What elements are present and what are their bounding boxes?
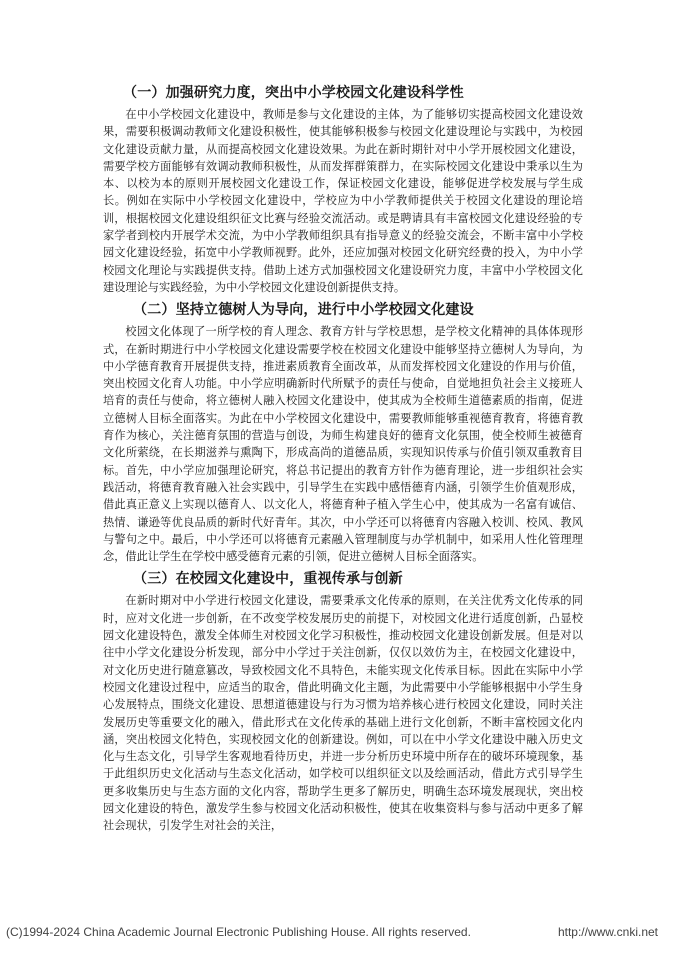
paragraph: 校园文化体现了一所学校的育人理念、教育方针与学校思想，是学校文化精神的具体体现形式，在新时期进行中小学校园文化建设需要学校在校园文化建设中能够坚持立德树人为导向，为中小学德育教育开展提供支持，推进素质教育全面改革，从而发挥校园文化建设的作用与价值，突出校园文化育人功能。中小学应明确新时代所赋予的责任与使命，自觉地担负社会主义接班人培育的责任与使命，将立德树人融入校园文化建设中，使其成为全校师生道德素质的指南，促进立德树人目标全面落实。为此在中小学校园文化建设中，需要教师能够重视德育教育，将德育教育作为核心，关注德育氛围的营造与创设，为师生构建良好的德育文化氛围，使全校师生被德育文化所萦绕，在长期滋养与熏陶下，形成高尚的道德品质，实现知识传承与价值引领双重教育目标。首先，中小学应加强理论研究，将总书记提出的教育方针作为德育理论，进一步组织社会实践活动，将德育教育融入社会实践中，引导学生在实践中感悟德育内涵，引领学生价值观形成，借此真正意义上实现以德育人、以文化人，将德育种子植入学生心中，使其成为一名富有诚信、热情、谦逊等优良品质的新时代好青年。其次，中小学还可以将德育内容融入校训、校风、教风与警句之中。最后，中小学还可以将德育元素融入管理制度与办学机制中，如采用人性化管理理念，借此让学生在学校中感受德育元素的引领，促进立德树人目标全面落实。 [103, 325, 583, 564]
section-heading: （一）加强研究力度，突出中小学校园文化建设科学性 [123, 85, 464, 101]
section-1 [103, 84, 583, 296]
section-heading: （三）在校园文化建设中，重视传承与创新 [133, 571, 403, 588]
section-3 [103, 570, 583, 834]
section-2 [103, 301, 583, 565]
section-heading: （二）坚持立德树人为导向，进行中小学校园文化建设 [133, 302, 474, 319]
article-body [103, 84, 583, 840]
copyright-notice: (C)1994-2024 China Academic Journal Electronic Publishing House. All rights reserved. [6, 925, 471, 939]
paragraph: 在新时期对中小学进行校园文化建设，需要秉承文化传承的原则，在关注优秀文化传承的同时，应对文化进一步创新，在不改变学校发展历史的前提下，对校园文化进行适度创新，凸显校园文化建设特色，激发全体师生对校园文化学习积极性，推动校园文化建设创新发展。但是对以往中小学文化建设分析发现，部分中小学过于关注创新，仅仅以效仿为主，在校园文化建设中，对文化历史进行随意篡改，导致校园文化不具特色，未能实现文化传承目标。因此在实际中小学校园文化建设过程中，应适当的取舍，借此明确文化主题，为此需要中小学能够根据中小学生身心发展特点，围绕文化建设、思想道德建设与行为习惯为培养核心进行校园文化建设，同时关注发展历史等重要文化的融入，借此形式在文化传承的基础上进行文化创新，不断丰富校园文化内涵，突出校园文化特色，实现校园文化的创新建设。例如，可以在中小学文化建设中融入历史文化与生态文化，引导学生客观地看待历史，并进一步分析历史环境中所存在的破坏环境现象，基于此组织历史文化活动与生态文化活动，如学校可以组织征文以及绘画活动，借此方式引导学生更多收集历史与生态方面的文化内容，帮助学生更多了解历史，明确生态环境发展现状，突出校园文化建设的特色，激发学生参与校园文化活动积极性，使其在收集资料与参与活动中更多了解社会现状，引发学生对社会的关注， [103, 594, 583, 833]
footer-url: http://www.cnki.net [557, 925, 658, 939]
paragraph: 在中小学校园文化建设中，教师是参与文化建设的主体，为了能够切实提高校园文化建设效果，需要积极调动教师文化建设积极性，使其能够积极参与校园文化建设理论与实践中，为校园文化建设贡献力量，从而提高校园文化建设效果。为此在新时期针对中小学开展校园文化建设，需要学校方面能够有效调动教师积极性，从而发挥群策群力，在实际校园文化建设中秉承以生为本、以校为本的原则开展校园文化建设工作，保证校园文化建设，能够促进学校发展与学生成长。例如在实际中小学校园文化建设中，学校应为中小学教师提供关于校园文化建设的理论培训，根据校园文化建设组织征文比赛与经验交流活动。或是聘请具有丰富校园文化建设经验的专家学者到校内开展学术交流，为中小学教师组织具有指导意义的经验交流会，不断丰富中小学校园文化建设经验，拓宽中小学教师视野。此外，还应加强对校园文化研究经费的投入，为中小学校园文化理论与实践提供支持。借助上述方式加强校园文化建设研究力度，丰富中小学校园文化建设理论与实践经验，为中小学校园文化建设创新提供支持。 [103, 108, 583, 294]
page-footer [0, 925, 680, 945]
